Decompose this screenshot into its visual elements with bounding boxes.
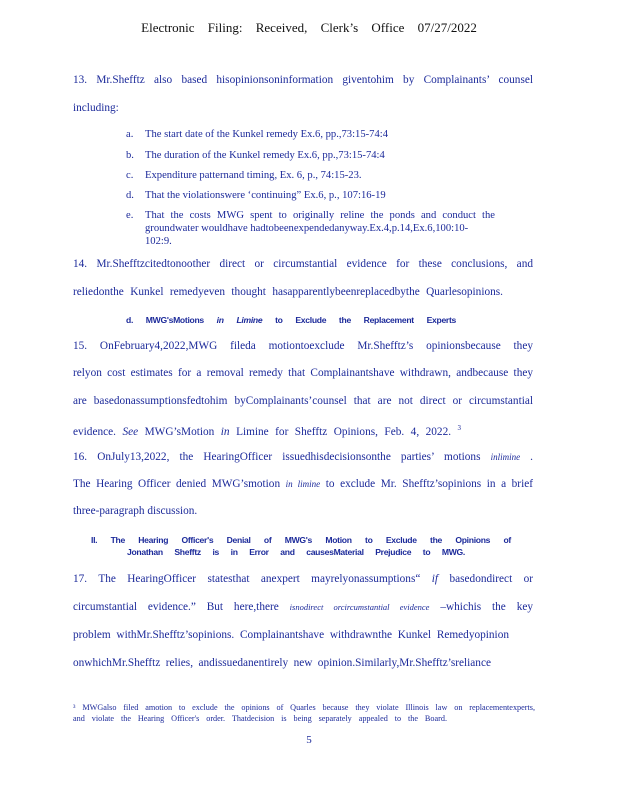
para17-line-2 [73, 600, 533, 614]
text-run: –whichis the key [440, 601, 533, 613]
para16-line-3: three-paragraph discussion. [73, 505, 198, 517]
para16-line-1 [73, 450, 533, 464]
para16-line-2 [73, 477, 533, 491]
text-italic: isnodirect orcircumstantial evidence [289, 602, 430, 612]
text-run: MWG’sMotion [144, 425, 215, 438]
list-marker: a. [126, 129, 134, 140]
para15-line-4 [73, 421, 461, 439]
list-item-continuation: 102:9. [145, 236, 172, 247]
signal-see: See [122, 425, 139, 438]
para14-line-1: 14. Mr.Shefftzcitedtonoother direct or circumstantial evidence for these conclusions, and [73, 258, 533, 270]
subheading-text: MWG'sMotions [145, 315, 204, 325]
para13-line-2: including: [73, 102, 119, 114]
subheading-d [126, 315, 456, 326]
para14-line-2: reliedonthe Kunkel remedyeven thought hasapparentlybeenreplacedbythe Quarlesopinions. [73, 286, 503, 298]
list-item: The duration of the Kunkel remedy Ex.6, pp.,73:15-74:4 [145, 150, 385, 161]
list-marker: b. [126, 150, 134, 161]
text-italic: if [431, 573, 439, 585]
text-run: 17. The HearingOfficer statesthat anexpert mayrelyonassumptions“ [73, 573, 421, 585]
para17-line-4: onwhichMr.Shefftz relies, andissuedanentirely new opinion.Similarly,Mr.Shefftz’sreliance [73, 657, 491, 669]
page-number: 5 [306, 734, 312, 746]
text-run: 16. OnJuly13,2022, the HearingOfficer issuedhisdecisionsonthe parties’ motions [73, 451, 481, 463]
para17-line-3: problem withMr.Shefftz’sopinions. Complainantshave withdrawnthe Kunkel Remedyopinion [73, 629, 509, 641]
text-run: . [530, 451, 533, 463]
para17-line-1 [73, 572, 533, 586]
para15-line-1: 15. OnFebruary4,2022,MWG fileda motiontoexclude Mr.Shefftz’s opinionsbecause they [73, 340, 533, 352]
footnote-line-1: ³ MWGalso filed amotion to exclude the opinions of Quarles because they violate Illinois law on replacementexperts, [73, 703, 535, 712]
text-italic: in limine [285, 479, 321, 489]
list-marker: c. [126, 170, 134, 181]
filing-header: Electronic Filing: Received, Clerk’s Office 07/27/2022 [141, 20, 477, 35]
list-item: That the costs MWG spent to originally reline the ponds and conduct the [145, 210, 495, 221]
list-marker: e. [126, 210, 134, 221]
text-run: to exclude Mr. Shefftz’sopinions in a brief [325, 478, 533, 490]
section-heading-II-continuation: Jonathan Shefftz is in Error and causesMaterial Prejudice to MWG. [127, 547, 465, 557]
subheading-text: to Exclude the Replacement Experts [275, 315, 457, 325]
para15-line-2: relyon cost estimates for a removal remedy that Complainantshave withdrawn, andbecause they [73, 367, 533, 379]
text-run: basedondirect or [449, 573, 534, 585]
para15-line-3: are basedonassumptionsfedtohim byComplainants’counsel that are not direct or circumstantial [73, 395, 533, 407]
para13-line-1: 13. Mr.Shefftz also based hisopinionsoninformation giventohim by Complainants’ counsel [73, 74, 533, 86]
footnote-reference: 3 [457, 424, 462, 432]
text-italic: in [220, 425, 230, 438]
text-run: The Hearing Officer denied MWG’smotion [73, 478, 281, 490]
list-item: The start date of the Kunkel remedy Ex.6, pp.,73:15-74:4 [145, 129, 389, 140]
list-marker: d. [126, 190, 134, 201]
subheading-mark: d. [126, 315, 134, 325]
text-italic: inlimine [490, 452, 521, 462]
section-heading-II: II. The Hearing Officer's Denial of MWG's Motion to Exclude the Opinions of [91, 535, 511, 545]
list-item-continuation: groundwater wouldhave hadtobeenexpendedanyway.Ex.4,p.14,Ex.6,100:10- [145, 223, 469, 234]
footnote-line-2: and violate the Hearing Officer's order. Thatdecision is being separately appealed to the Board. [73, 714, 447, 723]
text-run: circumstantial evidence.” But here,there [73, 601, 279, 613]
text-run: Limine for Shefftz Opinions, Feb. 4, 2022. [236, 425, 452, 438]
list-item: That the violationswere ‘continuing” Ex.6, p., 107:16-19 [145, 190, 386, 201]
subheading-italic: in Limine [216, 315, 263, 325]
text-run: evidence. [73, 425, 116, 438]
list-item: Expenditure patternand timing, Ex. 6, p., 74:15-23. [145, 170, 362, 181]
